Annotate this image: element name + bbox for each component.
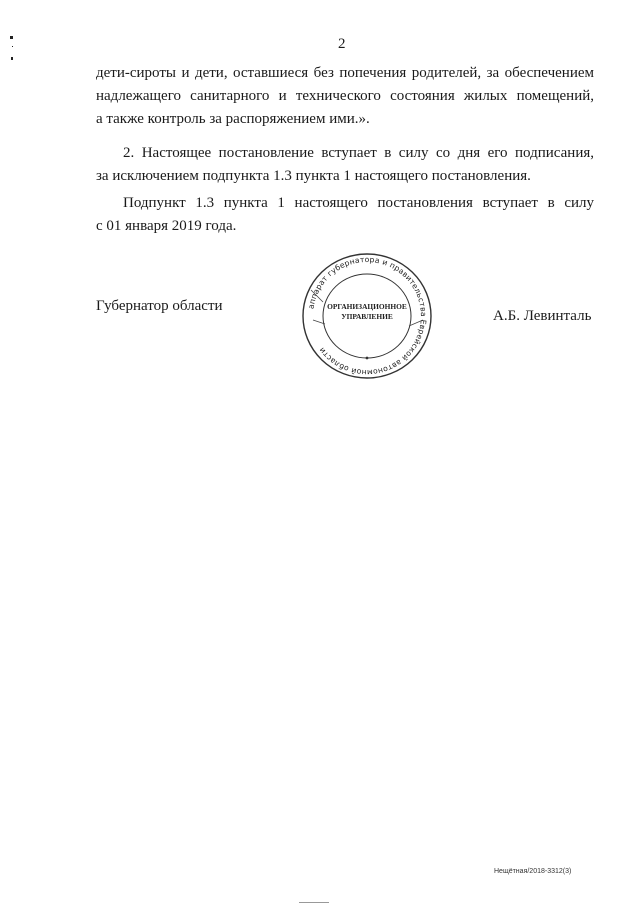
text-line: дети-сироты и дети, оставшиеся без попечения родителей, за обеспечением (96, 65, 594, 81)
scan-speck (11, 57, 13, 60)
text-line: за исключением подпункта 1.3 пункта 1 настоящего постановления. (96, 168, 531, 184)
text-line: надлежащего санитарного и технического состояния жилых помещений, (96, 88, 594, 104)
paragraph-effective-date (96, 142, 594, 188)
document-footer-code: Нещётная/2018-3312(3) (494, 868, 572, 875)
text-line: а также контроль за распоряжением ими.». (96, 111, 370, 127)
text-line: 2. Настоящее постановление вступает в силу со дня его подписания, (123, 145, 594, 161)
seal-center-line-1: ОРГАНИЗАЦИОННОЕ (327, 302, 407, 311)
paragraph-subclause (96, 192, 594, 238)
scan-speck (10, 36, 13, 39)
official-seal (297, 250, 437, 382)
paragraph-continuation (96, 62, 594, 131)
seal-center-line-2: УПРАВЛЕНИЕ (341, 312, 393, 321)
page-number: 2 (338, 36, 346, 52)
scan-edge-line (299, 902, 329, 903)
signatory-position: Губернатор области (96, 298, 223, 314)
scan-speck (12, 46, 13, 47)
text-line: Подпункт 1.3 пункта 1 настоящего постановления вступает в силу (123, 195, 594, 211)
signatory-name: А.Б. Левинталь (493, 308, 592, 324)
seal-star (366, 357, 369, 360)
seal-ring-text: аппарат губернатора и правительства Еврейской автономной области (306, 254, 429, 378)
text-line: с 01 января 2019 года. (96, 218, 237, 234)
